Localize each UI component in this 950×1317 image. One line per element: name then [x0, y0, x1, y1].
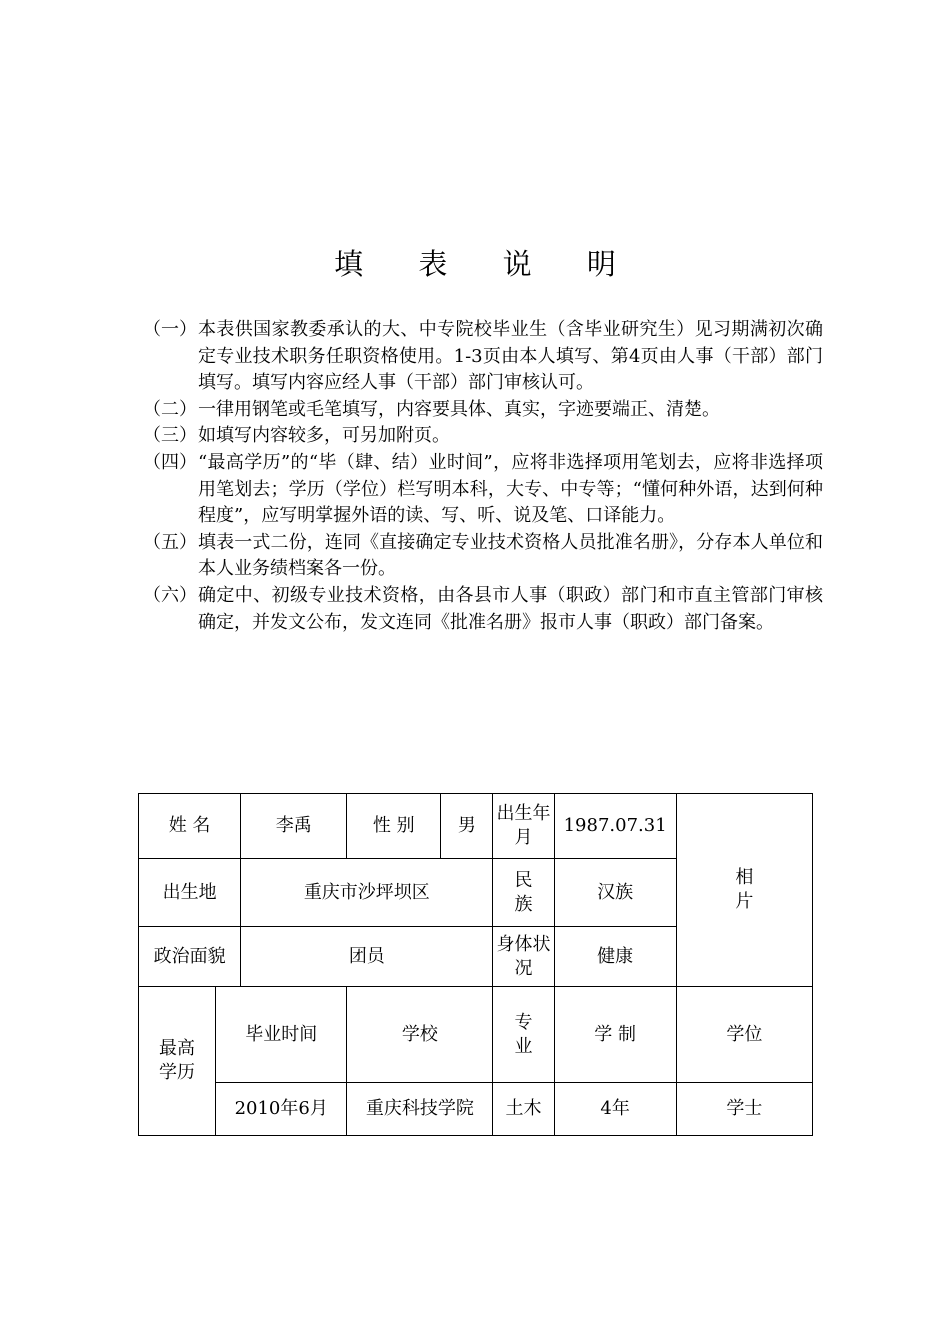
- instruction-number: （三）: [143, 425, 197, 447]
- gender-value: 男: [457, 815, 476, 836]
- health-value: 健康: [554, 927, 676, 987]
- instruction-text: 确定中、初级专业技术资格，由各县市人事（职政）部门和市直主管部门审核确定，并发文公布，发文连同《批准名册》报市人事（职政）部门备案。: [198, 584, 823, 633]
- degree-label: 学位: [676, 987, 812, 1083]
- instruction-text: 本表供国家教委承认的大、中专院校毕业生（含毕业研究生）见习期满初次确定专业技术职务任职资格使用。1-3页由本人填写、第4页由人事（干部）部门填写。填写内容应经人事（干部）部门审核认可。: [198, 319, 823, 394]
- birthplace-label: 出生地: [139, 859, 241, 927]
- page-title: 填 表 说 明: [334, 247, 639, 281]
- ethnicity-value: 汉族: [554, 859, 676, 927]
- birthplace-value: 重庆市沙坪坝区: [241, 859, 493, 927]
- school-value: 重庆科技学院: [347, 1083, 493, 1136]
- instruction-text: 如填写内容较多，可另加附页。: [198, 425, 450, 447]
- duration-label: 学 制: [554, 987, 676, 1083]
- instruction-item: [143, 530, 823, 583]
- instruction-text: “最高学历”的“毕（肆、结）业时间”，应将非选择项用笔划去，应将非选择项用笔划去；学历（学位）栏写明本科，大专、中专等；“懂何种外语，达到何种程度”，应写明掌握外语的读、写、听、说及笔、口译能力。: [198, 451, 823, 527]
- political-status-value: 团员: [241, 927, 493, 987]
- birth-date-label: 出生年月: [493, 794, 554, 859]
- major-value: 土木: [493, 1083, 554, 1136]
- instruction-number: （一）: [143, 319, 197, 340]
- political-status-label: 政治面貌: [139, 927, 241, 987]
- personal-info-table: [138, 793, 813, 1136]
- photo-placeholder: 相 片: [676, 794, 812, 987]
- birth-date-value: 1987.07.31: [554, 794, 676, 859]
- duration-value: 4年: [554, 1083, 676, 1136]
- instructions-list: [143, 317, 823, 636]
- ethnicity-label: 民 族: [493, 859, 554, 927]
- gender-label: 性 别: [347, 794, 441, 858]
- instruction-item: [143, 317, 823, 397]
- major-label: 专 业: [493, 987, 554, 1083]
- school-label: 学校: [347, 987, 493, 1083]
- instruction-item: [143, 397, 823, 424]
- name-label: 姓 名: [139, 794, 241, 859]
- instruction-text: 填表一式二份，连同《直接确定专业技术资格人员批准名册》，分存本人单位和本人业务绩档案各一份。: [198, 531, 823, 580]
- instruction-item: [143, 583, 823, 636]
- instruction-number: （五）: [143, 531, 197, 553]
- education-label: 最高学历: [139, 987, 216, 1136]
- instruction-number: （二）: [143, 398, 197, 420]
- instruction-number: （四）: [143, 451, 197, 473]
- instruction-text: 一律用钢笔或毛笔填写，内容要具体、真实，字迹要端正、清楚。: [198, 398, 720, 420]
- instruction-number: （六）: [143, 584, 197, 606]
- graduation-time-label: 毕业时间: [216, 987, 347, 1083]
- name-value: 李禹: [241, 794, 347, 859]
- degree-value: 学士: [676, 1083, 812, 1136]
- graduation-time-value: 2010年6月: [216, 1083, 347, 1136]
- instruction-item: [143, 423, 823, 450]
- instruction-item: [143, 450, 823, 530]
- health-label: 身体状况: [493, 927, 554, 987]
